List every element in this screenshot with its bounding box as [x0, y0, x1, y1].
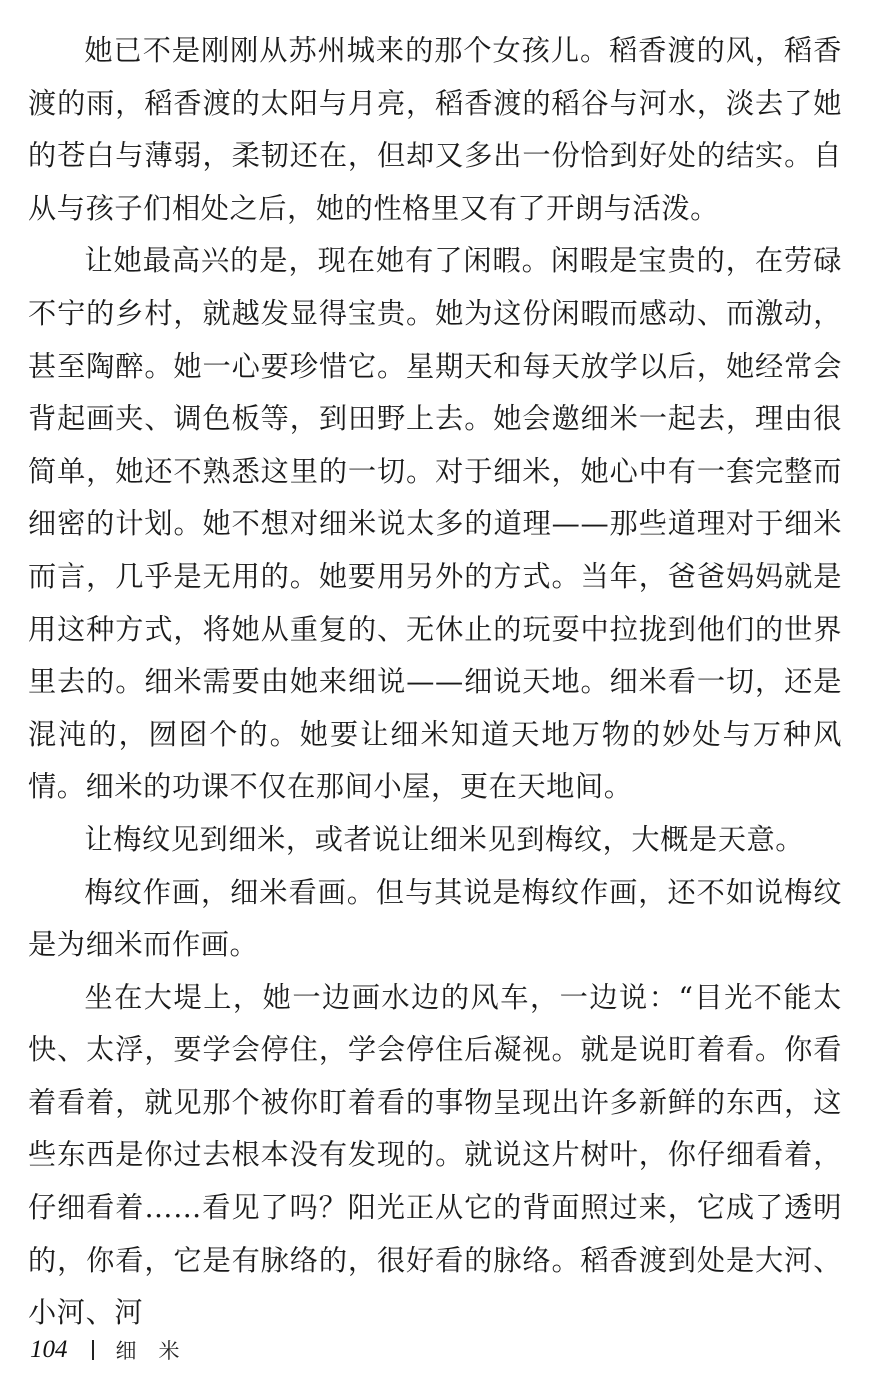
page-footer — [30, 1333, 202, 1367]
footer-divider — [92, 1340, 94, 1360]
paragraph-2: 让她最高兴的是，现在她有了闲暇。闲暇是宝贵的，在劳碌不宁的乡村，就越发显得宝贵。她为这份闲暇而感动、而激动，甚至陶醉。她一心要珍惜它。星期天和每天放学以后，她经常会背起画夹、调色板等，到田野上去。她会邀细米一起去，理由很简单，她还不熟悉这里的一切。对于细米，她心中有一套完整而细密的计划。她不想对细米说太多的道理——那些道理对于细米而言，几乎是无用的。她要用另外的方式。当年，爸爸妈妈就是用这种方式，将她从重复的、无休止的玩耍中拉拢到他们的世界里去的。细米需要由她来细说——细说天地。细米看一切，还是混沌的，囫囵个的。她要让细米知道天地万物的妙处与万种风情。细米的功课不仅在那间小屋，更在天地间。 — [28, 244, 842, 804]
page-body — [28, 25, 842, 1340]
running-title: 细米 — [115, 1339, 202, 1363]
paragraph-4: 梅纹作画，细米看画。但与其说是梅纹作画，还不如说梅纹是为细米而作画。 — [28, 875, 842, 962]
paragraph-3: 让梅纹见到细米，或者说让细米见到梅纹，大概是天意。 — [84, 822, 805, 856]
page-number: 104 — [30, 1336, 68, 1363]
paragraph-1: 她已不是刚刚从苏州城来的那个女孩儿。稻香渡的风，稻香渡的雨，稻香渡的太阳与月亮，稻香渡的稻谷与河水，淡去了她的苍白与薄弱，柔韧还在，但却又多出一份恰到好处的结实。自从与孩子们相处之后，她的性格里又有了开朗与活泼。 — [28, 34, 842, 225]
paragraph-5: 坐在大堤上，她一边画水边的风车，一边说：“目光不能太快、太浮，要学会停住，学会停住后凝视。就是说盯着看。你看着看着，就见那个被你盯着看的事物呈现出许多新鲜的东西，这些东西是你过去根本没有发现的。就说这片树叶，你仔细看着，仔细看着……看见了吗？阳光正从它的背面照过来，它成了透明的，你看，它是有脉络的，很好看的脉络。稻香渡到处是大河、小河、河 — [28, 980, 842, 1330]
